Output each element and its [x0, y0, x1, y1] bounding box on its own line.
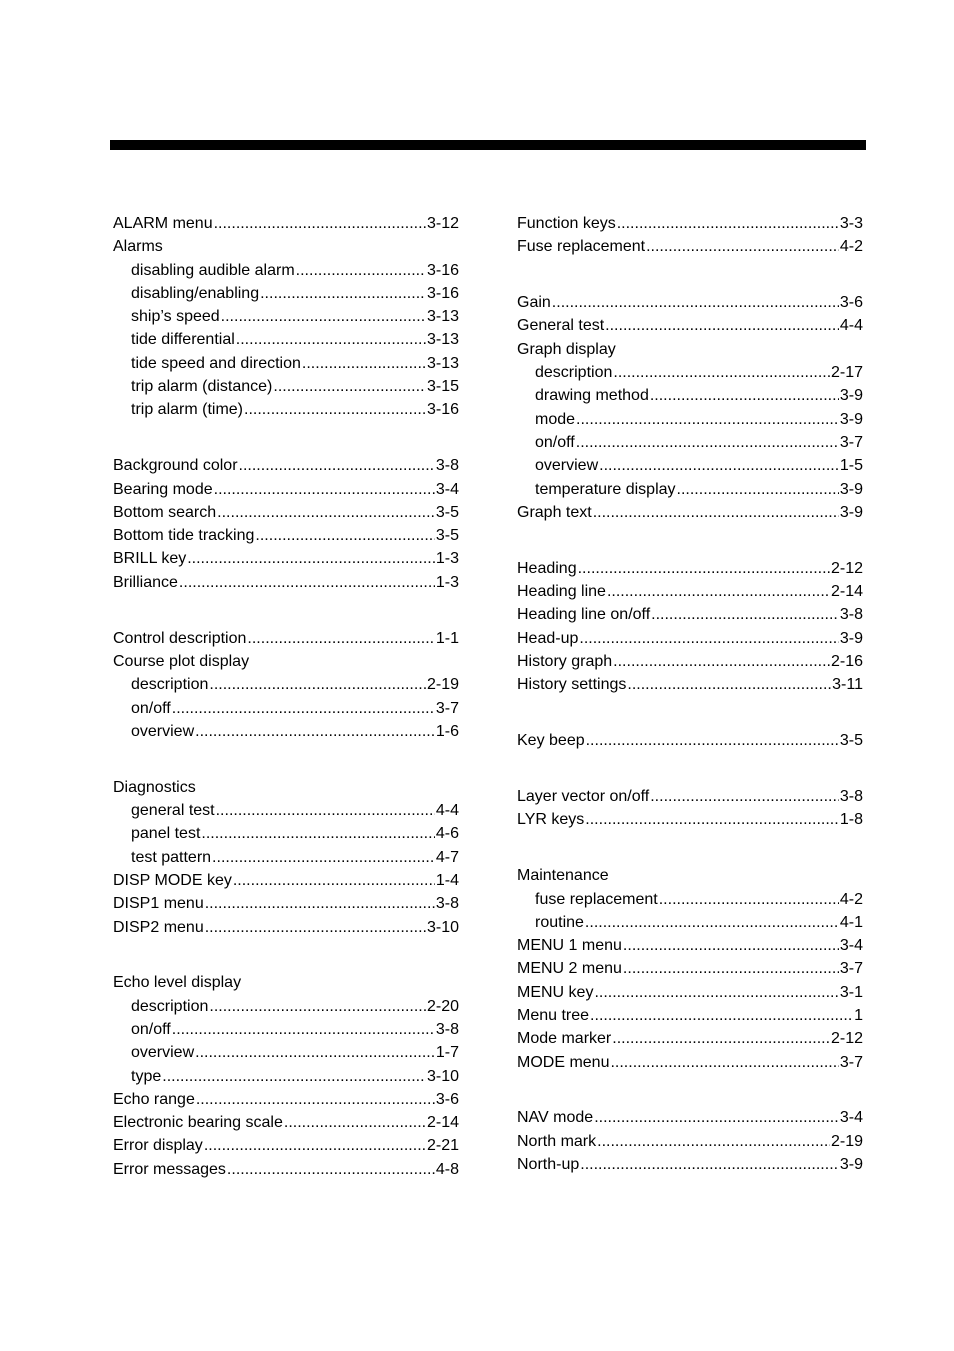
page-number: 3-5: [435, 527, 459, 545]
index-term: DISP1 menu: [113, 895, 204, 913]
index-term: tide speed and direction: [131, 354, 301, 372]
leader-dots: [650, 785, 839, 808]
index-subentry: [517, 361, 863, 384]
leader-dots: [612, 1027, 830, 1050]
page-number: 3-10: [426, 918, 459, 936]
page-number: 3-5: [435, 503, 459, 521]
index-term: Echo range: [113, 1090, 195, 1108]
index-entry: [113, 869, 459, 892]
leader-dots: [302, 352, 426, 375]
group-spacer: [517, 752, 863, 785]
index-subentry: [113, 282, 459, 305]
leader-dots: [172, 697, 435, 720]
index-term: trip alarm (time): [131, 401, 244, 419]
page-number: 4-4: [839, 317, 863, 335]
index-term: Course plot display: [113, 652, 250, 670]
leader-dots: [209, 673, 426, 696]
index-entry: [517, 1051, 863, 1074]
leader-dots: [195, 1041, 435, 1064]
leader-dots: [217, 501, 435, 524]
index-term: disabling audible alarm: [131, 261, 295, 279]
index-subentry: [113, 822, 459, 845]
page-number: 1-3: [435, 550, 459, 568]
header-rule: [110, 140, 866, 150]
leader-dots: [201, 822, 434, 845]
leader-dots: [613, 361, 830, 384]
index-term: description: [131, 997, 209, 1015]
index-term: Error messages: [113, 1160, 226, 1178]
page-number: 1-7: [435, 1044, 459, 1062]
index-term: History settings: [517, 676, 627, 694]
index-term: Mode marker: [517, 1030, 612, 1048]
page-number: 4-1: [839, 913, 863, 931]
index-subentry: [113, 375, 459, 398]
leader-dots: [239, 454, 435, 477]
index-subentry: [517, 384, 863, 407]
index-entry: [517, 627, 863, 650]
leader-dots: [607, 580, 830, 603]
index-term: Graph display: [517, 340, 616, 358]
index-term: test pattern: [131, 848, 212, 866]
page-number: 3-13: [426, 331, 459, 349]
page-number: 1-5: [839, 457, 863, 475]
index-subentry: [517, 478, 863, 501]
index-entry: [517, 957, 863, 980]
page-number: 3-7: [839, 433, 863, 451]
index-term: Control description: [113, 629, 247, 647]
index-term: disabling/enabling: [131, 284, 260, 302]
index-term: Function keys: [517, 215, 616, 232]
index-term: BRILL key: [113, 550, 187, 568]
index-term: Echo level display: [113, 974, 242, 992]
leader-dots: [247, 627, 434, 650]
index-entry: [517, 314, 863, 337]
index-column-left: [113, 212, 459, 1181]
leader-dots: [585, 911, 839, 934]
page-number: 3-4: [839, 1109, 863, 1127]
group-spacer: [113, 422, 459, 455]
index-term: routine: [535, 913, 584, 931]
index-term: Fuse replacement: [517, 238, 646, 256]
index-subentry: [113, 720, 459, 743]
index-column-right: [517, 212, 863, 1176]
index-term: Heading: [517, 559, 577, 577]
index-entry: [113, 571, 459, 594]
group-spacer: [113, 594, 459, 627]
page-number: 3-6: [435, 1090, 459, 1108]
leader-dots: [590, 1004, 853, 1027]
page-number: 2-21: [426, 1137, 459, 1155]
index-term: MENU 2 menu: [517, 960, 622, 978]
leader-dots: [212, 846, 435, 869]
page-number: 3-8: [839, 606, 863, 624]
index-term: mode: [535, 410, 576, 428]
index-entry: [517, 1004, 863, 1027]
page-number: 3-7: [839, 1053, 863, 1071]
index-term: Graph text: [517, 503, 592, 521]
index-term: Bearing mode: [113, 480, 213, 498]
index-term: temperature display: [535, 480, 676, 498]
leader-dots: [221, 305, 426, 328]
index-entry: [113, 892, 459, 915]
index-term: MODE menu: [517, 1053, 610, 1071]
page-number: 3-7: [839, 960, 863, 978]
index-entry: [517, 981, 863, 1004]
page-number: 4-2: [839, 238, 863, 256]
page-number: 3-5: [839, 732, 863, 750]
page-number: 3-11: [832, 676, 863, 694]
index-entry: [113, 212, 459, 235]
index-entry: [113, 1134, 459, 1157]
index-subentry: [113, 846, 459, 869]
leader-dots: [597, 1130, 830, 1153]
leader-dots: [605, 314, 839, 337]
index-entry: [517, 557, 863, 580]
page-number: 3-8: [839, 788, 863, 806]
index-term: Bottom search: [113, 503, 217, 521]
page-number: 1-1: [435, 629, 459, 647]
index-term: MENU 1 menu: [517, 937, 622, 955]
leader-dots: [236, 328, 426, 351]
index-term: ship’s speed: [131, 308, 220, 326]
index-entry: [113, 916, 459, 939]
index-entry: [517, 291, 863, 314]
index-term: NAV mode: [517, 1109, 594, 1127]
leader-dots: [594, 1106, 839, 1129]
index-term: North-up: [517, 1156, 580, 1174]
index-entry: [113, 627, 459, 650]
index-subentry: [517, 911, 863, 934]
index-term: Bottom tide tracking: [113, 527, 255, 545]
page-number: 4-7: [435, 848, 459, 866]
leader-dots: [576, 408, 839, 431]
index-entry: [517, 580, 863, 603]
group-spacer: [517, 832, 863, 865]
index-entry: [517, 1106, 863, 1129]
page-number: 4-6: [435, 825, 459, 843]
index-term: Layer vector on/off: [517, 788, 650, 806]
page-number: 2-20: [426, 997, 459, 1015]
page-number: 3-10: [426, 1067, 459, 1085]
page-number: 1: [854, 1006, 863, 1024]
page-number: 3-4: [839, 937, 863, 955]
leader-dots: [586, 729, 839, 752]
index-term: on/off: [131, 699, 171, 717]
page-number: 1-4: [435, 871, 459, 889]
page-number: 2-14: [830, 583, 863, 601]
index-entry: [517, 1027, 863, 1050]
leader-dots: [623, 957, 839, 980]
page-number: 4-4: [435, 802, 459, 820]
index-entry: [517, 864, 863, 887]
index-subentry: [517, 431, 863, 454]
page-number: 3-7: [435, 699, 459, 717]
index-term: MENU key: [517, 983, 594, 1001]
page-number: 4-8: [435, 1160, 459, 1178]
index-subentry: [113, 673, 459, 696]
leader-dots: [214, 212, 426, 235]
group-spacer: [517, 697, 863, 730]
index-term: Heading line: [517, 583, 606, 601]
page-number: 3-16: [426, 261, 459, 279]
index-entry: [517, 338, 863, 361]
leader-dots: [580, 1153, 839, 1176]
index-term: type: [131, 1067, 162, 1085]
index-entry: [113, 1111, 459, 1134]
leader-dots: [260, 282, 426, 305]
index-entry: [113, 501, 459, 524]
leader-dots: [659, 888, 839, 911]
page-number: 1-6: [435, 722, 459, 740]
index-subentry: [517, 888, 863, 911]
index-subentry: [113, 1065, 459, 1088]
leader-dots: [617, 212, 839, 235]
leader-dots: [205, 916, 426, 939]
leader-dots: [214, 478, 435, 501]
index-entry: [113, 1088, 459, 1111]
index-term: History graph: [517, 652, 613, 670]
index-term: Head-up: [517, 629, 579, 647]
index-entry: [517, 603, 863, 626]
leader-dots: [578, 557, 830, 580]
page-number: 3-13: [426, 308, 459, 326]
index-term: tide differential: [131, 331, 235, 349]
leader-dots: [646, 235, 839, 258]
index-subentry: [113, 995, 459, 1018]
index-entry: [517, 673, 863, 696]
index-term: Alarms: [113, 238, 163, 256]
index-entry: [113, 650, 459, 673]
group-spacer: [113, 743, 459, 776]
page-number: 3-8: [435, 1020, 459, 1038]
leader-dots: [195, 720, 435, 743]
page-number: 3-3: [839, 215, 863, 232]
index-entry: [517, 729, 863, 752]
leader-dots: [227, 1158, 435, 1181]
index-term: North mark: [517, 1132, 597, 1150]
leader-dots: [627, 673, 831, 696]
index-term: description: [131, 676, 209, 694]
index-term: fuse replacement: [535, 890, 658, 908]
index-term: drawing method: [535, 387, 649, 405]
index-term: Brilliance: [113, 573, 178, 591]
leader-dots: [593, 501, 839, 524]
page-number: 3-9: [839, 480, 863, 498]
index-subentry: [113, 259, 459, 282]
index-term: on/off: [131, 1020, 171, 1038]
leader-dots: [255, 524, 434, 547]
index-term: DISP2 menu: [113, 918, 204, 936]
leader-dots: [296, 259, 426, 282]
leader-dots: [179, 571, 435, 594]
index-term: overview: [131, 1044, 195, 1062]
index-term: Background color: [113, 457, 238, 475]
page-number: 3-4: [435, 480, 459, 498]
leader-dots: [579, 627, 839, 650]
page-number: 3-16: [426, 284, 459, 302]
index-entry: [517, 501, 863, 524]
index-term: ALARM menu: [113, 215, 213, 232]
leader-dots: [216, 799, 435, 822]
leader-dots: [585, 808, 839, 831]
index-subentry: [113, 398, 459, 421]
index-term: overview: [131, 722, 195, 740]
page-number: 3-15: [426, 378, 459, 396]
page-number: 3-9: [839, 1156, 863, 1174]
index-subentry: [113, 697, 459, 720]
leader-dots: [651, 603, 839, 626]
leader-dots: [610, 1051, 838, 1074]
leader-dots: [594, 981, 838, 1004]
index-term: on/off: [535, 433, 575, 451]
index-term: Heading line on/off: [517, 606, 651, 624]
index-subentry: [113, 328, 459, 351]
index-entry: [517, 808, 863, 831]
leader-dots: [162, 1065, 426, 1088]
page-number: 3-8: [435, 895, 459, 913]
index-term: Menu tree: [517, 1006, 590, 1024]
page-number: 2-12: [830, 1030, 863, 1048]
page-number: 3-16: [426, 401, 459, 419]
index-term: Electronic bearing scale: [113, 1114, 283, 1132]
index-subentry: [517, 408, 863, 431]
leader-dots: [599, 454, 839, 477]
index-entry: [517, 934, 863, 957]
index-subentry: [517, 454, 863, 477]
index-entry: [517, 235, 863, 258]
page-number: 3-9: [839, 387, 863, 405]
index-entry: [517, 212, 863, 235]
page-number: 2-14: [426, 1114, 459, 1132]
index-term: Key beep: [517, 732, 585, 750]
index-subentry: [113, 799, 459, 822]
index-entry: [113, 1158, 459, 1181]
index-subentry: [113, 305, 459, 328]
index-entry: [113, 454, 459, 477]
page-number: 3-1: [839, 983, 863, 1001]
leader-dots: [204, 1134, 426, 1157]
page-number: 2-19: [426, 676, 459, 694]
leader-dots: [576, 431, 839, 454]
page-number: 2-16: [830, 652, 863, 670]
index-term: Diagnostics: [113, 778, 196, 796]
leader-dots: [187, 547, 435, 570]
index-entry: [113, 547, 459, 570]
index-entry: [517, 1130, 863, 1153]
index-entry: [113, 478, 459, 501]
page-number: 3-13: [426, 354, 459, 372]
page-number: 4-2: [839, 890, 863, 908]
index-term: Gain: [517, 294, 551, 312]
index-entry: [517, 785, 863, 808]
leader-dots: [205, 892, 435, 915]
index-entry: [113, 776, 459, 799]
leader-dots: [623, 934, 839, 957]
page-number: 3-9: [839, 503, 863, 521]
index-entry: [113, 524, 459, 547]
page-number: 1-8: [839, 811, 863, 829]
leader-dots: [233, 869, 435, 892]
index-term: overview: [535, 457, 599, 475]
index-term: general test: [131, 802, 215, 820]
index-term: Maintenance: [517, 867, 609, 885]
leader-dots: [613, 650, 830, 673]
index-subentry: [113, 352, 459, 375]
index-entry: [113, 971, 459, 994]
index-term: description: [535, 364, 613, 382]
leader-dots: [552, 291, 839, 314]
group-spacer: [517, 259, 863, 292]
index-term: Error display: [113, 1137, 203, 1155]
leader-dots: [284, 1111, 426, 1134]
index-entry: [113, 235, 459, 258]
index-term: General test: [517, 317, 605, 335]
index-entry: [517, 650, 863, 673]
leader-dots: [677, 478, 839, 501]
leader-dots: [650, 384, 839, 407]
index-term: DISP MODE key: [113, 871, 232, 889]
page-number: 3-6: [839, 294, 863, 312]
index-term: LYR keys: [517, 811, 585, 829]
page-number: 3-9: [839, 410, 863, 428]
leader-dots: [273, 375, 426, 398]
page-number: 2-17: [830, 364, 863, 382]
index-term: trip alarm (distance): [131, 378, 273, 396]
page-number: 3-8: [435, 457, 459, 475]
leader-dots: [172, 1018, 435, 1041]
group-spacer: [517, 524, 863, 557]
group-spacer: [113, 939, 459, 972]
index-subentry: [113, 1041, 459, 1064]
index-subentry: [113, 1018, 459, 1041]
leader-dots: [244, 398, 426, 421]
page-number: 1-3: [435, 573, 459, 591]
index-term: panel test: [131, 825, 201, 843]
page-number: 2-12: [830, 559, 863, 577]
group-spacer: [517, 1074, 863, 1107]
page-number: 3-12: [426, 215, 459, 232]
leader-dots: [209, 995, 426, 1018]
index-entry: [517, 1153, 863, 1176]
page-number: 2-19: [830, 1132, 863, 1150]
leader-dots: [196, 1088, 435, 1111]
page-number: 3-9: [839, 629, 863, 647]
